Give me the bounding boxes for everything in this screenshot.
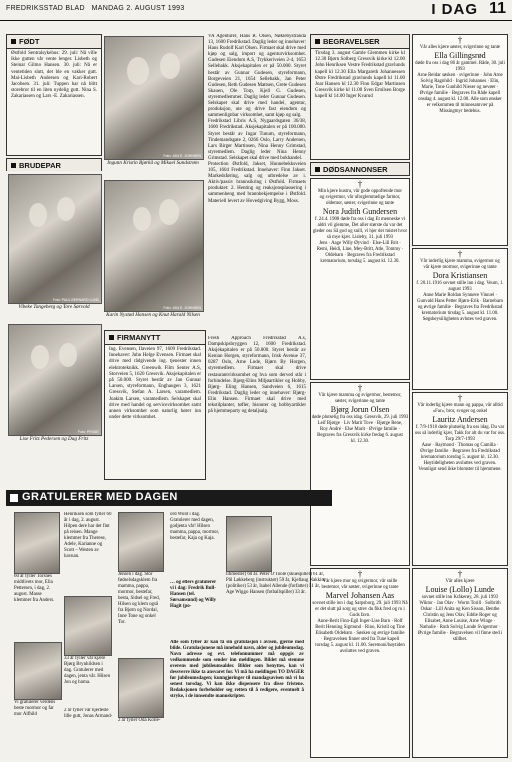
begravelser-section bbox=[310, 34, 410, 160]
photo-credit: Foto: JAN E. JOHNSEN bbox=[163, 306, 201, 310]
obit-relatives: Jens · Aage Willy Øyvind · Else-Lill Brit · Remi, Heidi, Line, Mey-Britt, Atle, Tommy · Oldebarn · Begraves fra Fredrikstad krematorium, torsdag 5. august kl. 12.30. bbox=[316, 241, 404, 264]
obit-date: f. 24.4. 1908 døde fra oss i dag Et menneske vi aldri vil glemme, Det aller største du var det gleder oss Så god og snill, vi hjer der mistet hvor så mye kjær. Lisleby, 31. juli 1993 bbox=[312, 217, 408, 240]
cross-icon: † bbox=[357, 383, 363, 393]
obituary-right-3 bbox=[412, 392, 508, 566]
company-listings-2: Fresh Approach Fredrikstad A.s, Dampskipsbryggen 12, 1600 Fredrikstad. Aksjekapitalen er på 50.000. Styret består av Kenian Horgen, styreformann, Irisk Avenue 37, 0287 Oslo, Arne Lode, Bjørn By Horgen, styremedlem. Firmaet skal drive restaurantvirksomhet og hva som derved står i forbindelse. Bjørg-Elins Miljøartikler og Hobby, Bjørg- Eling Hansen, Sandveien 6, 1615 Fredrikstad. Daglig leder og innehaver: Bjørg-Elin Hansen. Firmaet skal drive med tekstilplanter, tøfler, bisnuter og hobbyartikler på hjemmeparty og detaljsalg. bbox=[208, 336, 306, 415]
begravelser-text: Tirsdag 3. august Gamle Glemmen kirke kl 12.30 Bjørn Solberg Gressvik kirke kl 12.00 John Henriksen Vestre Fredrikstad gravlunds kapell kl 12.30 Ella Margareth Johannessen Østre Fredrikstad gravlunds kapell kl 11.00 Joar Hansen kl 12.30 Finn Edgar Martinsen Gressvik kirke kl 11.00 Sven Emilsen Borge kapell kl 14.00 Inger Kvarud bbox=[315, 51, 405, 100]
obit-name: Nora Judith Gundersen bbox=[322, 207, 398, 216]
obit-name: Bjørg Jorun Olsen bbox=[330, 405, 390, 414]
gratulerer-heading: GRATULERER MED DAGEN bbox=[6, 490, 332, 506]
birthday-text-9: … og eflers gratulerer vi i dag: Fredrik Bull-Hansen (tel. Sørsamsund) og Willy Hagit (po- bbox=[170, 580, 217, 609]
birthday-text-2: Henriksen som fyller 60 år i dag, 2. august. Hilpen dere har det fint på reisen. Mange klemmer fra Therese, Adele, Karianne og Scott – Westen av havnan. bbox=[64, 512, 112, 559]
listing-b: Fredrikstad Libris A.S, Nygaardsgaten 36/38, 1600 Fredrikstad. Aksjekapitalen er på 100.000. Styret består av Ingar Tunum, styreformann, Tindemandsgate 2, 0266 Oslo, Larry Andersen, Lars Birger Martinsen, Nina Henny Grimstad, styremedlem. Daglig leder Nina Henny Grimstad. Selskapet skal drive med bokhandel. bbox=[208, 119, 306, 161]
birthday-text-6: 2 år fyller vår hjerteste lille gutt, Jonas Armand- bbox=[64, 708, 113, 719]
obit-name: Marvel Johansen Aas bbox=[325, 591, 395, 600]
firmanytt-text: Ing. Evensen, Ilaveien 97, 1609 Fredrikstad. Innehaver: Juhn Helge Evensen. Firmaet skal drive med rådgivende ing. tjenester innen elektroteknikk. Greenwik Film Senter A.S, Storveien 5, 1620 Gressvik. Aksjekapitalen er på 50.000. Styret består av Jan Gunnar Larsen, styreformann, Enghaugen 3, 1621 Gressvik, Stefan A. Larsen, varamedlem. Joakim Larsen, varamedlem. Selskapet skal drive med handel og servicevirksomhet samt annen virksomhet som naturlig hører inn under dette virksomhet. bbox=[109, 347, 201, 421]
birthday-text-5: Vi gratulerer verdens beste mormor og far mor Alfhild bbox=[14, 700, 56, 717]
fodt-heading: FØDT bbox=[7, 35, 101, 49]
listing-a: VA Agenturer, Hans R. Olsen, Nøklebystranda 13, 1600 Fredrikstad. Daglig leder og innehaver: Hans Rudolf Karl Olsen. Firmaet skal drive med kjøp og salg, import og agenturvirksomhet. Gudesen Eiendom A.S, Trykkeriveien 2-4, 1653 Sellebakk. Aksjekapitalen er på 50.000. Styret består av Gunnar Gudesen, styreformann, Borgeveien 21, 1654 Sellebakk, Jan Peter Gudesen, Beth Gudesen Mattsen, Grete Gudesen Skauen, Ole Torp, Kjell G. Gudesen, styremedlemmer. Daglig leder Gunnar Gudesen. Selskapet skal drive med handel, agentur, produksjon, ute og drive fast eiendom og sammenlignbar virksomhet, samt kjøp og salg. bbox=[208, 34, 306, 119]
obit-intro: Vår alles kjære bbox=[445, 579, 475, 584]
page-number: 11 bbox=[489, 0, 506, 17]
birthday-photo-2 bbox=[64, 596, 112, 656]
fodt-text: Østfold Sentralsykehus: 29. juli: Nå ville ikke gutten vår vente lenger. Lisbeth og Steinar Gilmo Hansen. 30. juli: Nå er ventetiden slutt, det ble en vakker gutt. Mai-Lisbeth Andersen og Kari-Robert Jacobsen. 31. juli: Tuppen har nå blitt storebror til en liten nydelig gutt. Nina S. Zakariassen og Lars -E. Zakariassen. bbox=[11, 51, 97, 100]
birthday-text-7: 2 år fyller Oda Kolle- bbox=[118, 718, 161, 723]
obit-relatives: Arne Reidar søsken · svigerinne · John Arne Solvig Ragnhild · Ingrid Johannes · Elin, Marie, Tone Gunhild Nieser og nevøer · Øvrige familie · Begraves fra Råde kapell onsdag 4. august kl. 12.00. Alle som ønsker er velkommen til minnesamvær på Missingmyr bedehus. bbox=[417, 73, 503, 114]
obit-intro: Vår inderlig kjære mann og pappa, vår alltid «Far», bror, svoger og onkel bbox=[417, 403, 503, 414]
cross-icon: † bbox=[457, 393, 463, 403]
obit-name: Ella Gillingsrød bbox=[434, 51, 486, 60]
firmanytt-heading: FIRMANYTT bbox=[105, 331, 205, 345]
birthday-photo-1 bbox=[14, 512, 60, 574]
birthday-text-1: 60 år fyller Torsnes midtlivets mor, Ella Pettersen, i dag, 2. august. Masse klemmer fra Anders. bbox=[14, 574, 55, 603]
begravelser-heading: BEGRAVELSER bbox=[311, 35, 409, 49]
cross-icon: † bbox=[357, 569, 363, 579]
wedding-photo-4 bbox=[8, 324, 102, 436]
listing-c: Protection Østfold, Jakset, Hunnebekksveien 105, 1604 Fredrikstad. Innehaver: Finn Jakset. Markedsføring, salg og utbredelse av i. Aktiv/passiv brannsikring i Østfold. Firmaets produktet: 2. Henting og reaksjonsplassering i sammenheng med brannbekjempelse i Østfold. Materiell levert av Hovedgiving Bygg, Moss. bbox=[208, 161, 306, 204]
obit-intro: Min kjære hustru, vår gode oppofrende mor og svigermor, vår uforglemmelige farmor, oldemor, søster, svigerinne og tante bbox=[317, 189, 403, 206]
brudepar-section bbox=[6, 158, 102, 171]
caption-2: Vibeke Tangeberg og Tore Sørvold bbox=[18, 304, 90, 310]
caption-3: Karin Nystød Hansen og Knut Harald Nilsen bbox=[106, 312, 200, 318]
cross-icon: † bbox=[457, 249, 463, 259]
firmanytt-section bbox=[104, 330, 206, 480]
page-header bbox=[0, 0, 512, 21]
wedding-photo-1 bbox=[104, 36, 204, 160]
obit-intro: Vår inderlig kjære mamma, svigermor og vår kjære mormor, svigerinne og tante bbox=[420, 259, 500, 270]
obit-date: sovnet stille inn Kråkerøy, 28. juli 1993 bbox=[421, 595, 499, 600]
birthday-photo-3 bbox=[14, 642, 62, 700]
obit-relatives: Anne-Berit Finn-Egil Inger-Lise Barn · Rolf Berit Henning Sigmund · Rino, Kristil og Tine Elisabeth Oldebarn · Søsken og øvrige familie · Begravelsen finner sted fra Tune kapell torsdag 5. august kl. 11.00. Seremoni/høytiden avsluttes ved graven. bbox=[315, 619, 405, 654]
paper-name: FREDRIKSSTAD BLAD MANDAG 2. AUGUST 1993 bbox=[6, 5, 185, 12]
obituary-right-4 bbox=[412, 568, 508, 758]
wedding-photo-2 bbox=[8, 174, 102, 304]
company-listings bbox=[208, 34, 306, 334]
cross-icon: † bbox=[357, 179, 363, 189]
obit-date: døde plutselig fra oss idag. Gressvik, 29. juli 1993 bbox=[311, 415, 409, 420]
caption-4: Lise Fritz Pedersen og Dag Fritz bbox=[19, 436, 89, 442]
obit-date: sovnet stille inn i dag Sarpsborg, 29. juli 1993 Nå er det slutt på sorg og strev du fikk fred og ro i Guds favn. bbox=[312, 601, 408, 618]
birthday-photo-4 bbox=[118, 512, 164, 572]
obituary-mid-1 bbox=[310, 178, 410, 380]
obit-intro: Vår alles kjære søster, svigerinne og tante bbox=[419, 45, 501, 50]
obit-relatives: Leif Bjørge · Liv Marit Tove · Bjørge Rene, Roy André · Else Marit · Øvrige familie · Begraves fra Gressvik kirke fredag 6. august kl. 12.30. bbox=[317, 421, 403, 444]
obituary-mid-2 bbox=[310, 382, 410, 566]
cross-icon: † bbox=[457, 569, 463, 579]
obit-date: døde fra oss i dag 86 år gammel. Råde, 30. juli 1993 bbox=[415, 61, 505, 72]
obit-intro: Vår kjære mor og svigermor, vår snille bestemor, vår søster, svigerinne og tante bbox=[321, 579, 399, 590]
obituary-right-1 bbox=[412, 34, 508, 246]
dodsannonser-heading: DØDSANNONSER bbox=[311, 163, 409, 176]
brudepar-heading: BRUDEPAR bbox=[7, 159, 101, 171]
obituary-right-2 bbox=[412, 248, 508, 390]
section-title: I DAG bbox=[431, 1, 478, 18]
birthday-photo-6 bbox=[226, 516, 272, 572]
obit-intro: Vår kjære mamma og svigermor, bestemor, søster, svigerinne og tante bbox=[318, 393, 402, 404]
photo-credit: Foto: JAN E. JOHNSEN bbox=[163, 154, 201, 158]
birthday-text-10: litimester) 60 år. Peter O'Toole (skuespiller) 61 år, Pål Løkkeberg (instruktør) 59 år, Kjellaug Nakkim (politiker) 53 år, Isabel Allende (forfatter) 51 år, Age Wiggo Hansen (fotballspiller) 33 år. bbox=[226, 572, 326, 595]
birthday-photo-5 bbox=[118, 658, 164, 718]
obit-relatives: Anne Marie Roldan Synnøve Vinnæl · Gunvald Hans Petter Bjørn-Erik · Barnebarn og øvrige familie · Begraves fra Fredrikstad krematorium tirsdag 5. august kl. 11.00. Søgsheysiiligheten avlutes ved graven. bbox=[417, 293, 503, 322]
obit-relatives: Aase · Raymond · Thomas og Camilla · Øvrige familie · Begraves fra Fredrikstad krematorium torsdag 5. august kl. 12.30. Høytideligheten avsluttes ved graven. Vennligst send ikke blomster til hjemmene. bbox=[418, 443, 502, 472]
caption-1: Ingunn Kristin Bjørkå og Mikael Sundstrøm bbox=[107, 160, 199, 166]
photo-credit: Foto: PRIVAT bbox=[77, 430, 99, 434]
photo-credit: Foto: PAUL BERNARD LUND bbox=[52, 298, 99, 302]
wedding-photo-3 bbox=[104, 180, 204, 312]
cross-icon: † bbox=[457, 35, 463, 45]
birthday-info: Alle som fyller år kan få sin gratulasjon i avisen, gjerne med bilde. Gratulasjonene må innehold navn, alder og jubileumsdag. Navn adresse og evt. telefonnummer må oppgis av vedkommende som sender inn meldingen. Bildet må stemme overens med jubileumsalder. Bilder som benyttes, kan vi dessverre ikke ta ansvaret for. Vi må ha meldingen TO DAGER før jubileumsdagen; kunngjøringer til mandagsavisen må vi ha senest torsdag. Vi kan ikke dispensere fra disse fristene. Redaksjonen forbeholder seg retten til å redigere, eventuelt å stryke, i de innsendte manuskripter. bbox=[170, 640, 304, 699]
obit-relatives: Wiktor · Jan Olav · Worm Torill · Solbrith Oskar · Lill Anita og Ken Sisson, Benthe Christin og Jens Olav, Eddie Roger og Elisabet, Anne Louise, Arne Winge · Nathalie · Ruth Solvig Lunde Svigermor · Øvrige familie · Begravelsen vil finne sted i stillhet. bbox=[417, 601, 503, 642]
obit-date: f. 20.11.1916 sovnet stille inn i dag. Veum, 1. august 1993 bbox=[416, 281, 504, 292]
obit-name: Lauritz Andersen bbox=[432, 415, 488, 424]
obit-name: Louise (Lollo) Lunde bbox=[425, 585, 495, 594]
birthday-text-3: Jensen i dag. Stor fødselsdagsklem fra mamma, pappa, mormor, bestefar, besta, Sidsel og Fred, Hilsen og klem også fra Bjørn og Nordal, Inne Tone og onkel Tor. bbox=[118, 572, 160, 625]
fodt-section bbox=[6, 34, 102, 156]
dodsannonser-section bbox=[310, 162, 410, 176]
obit-date: f. 7/9-1918 døde plutselig fra oss idag. Du var oss så inderlig kjær, Takk for alt du var for oss. Torp 29/7-1993 bbox=[414, 425, 506, 442]
birthday-text-8: ord Wold i dag. Gratulerer med dagen, godjenta vår! Hilsen mamma, pappa, mormor, bestefar, Kaja og Kaja. bbox=[170, 512, 220, 541]
obit-name: Dora Kristiansen bbox=[432, 271, 488, 280]
birthday-text-4: 33 år fyller vår kjære Bjørg Brynhildsen i dag. Gratulerer med dagen, jenta vår. Hilsen Jon og barna. bbox=[64, 656, 111, 685]
